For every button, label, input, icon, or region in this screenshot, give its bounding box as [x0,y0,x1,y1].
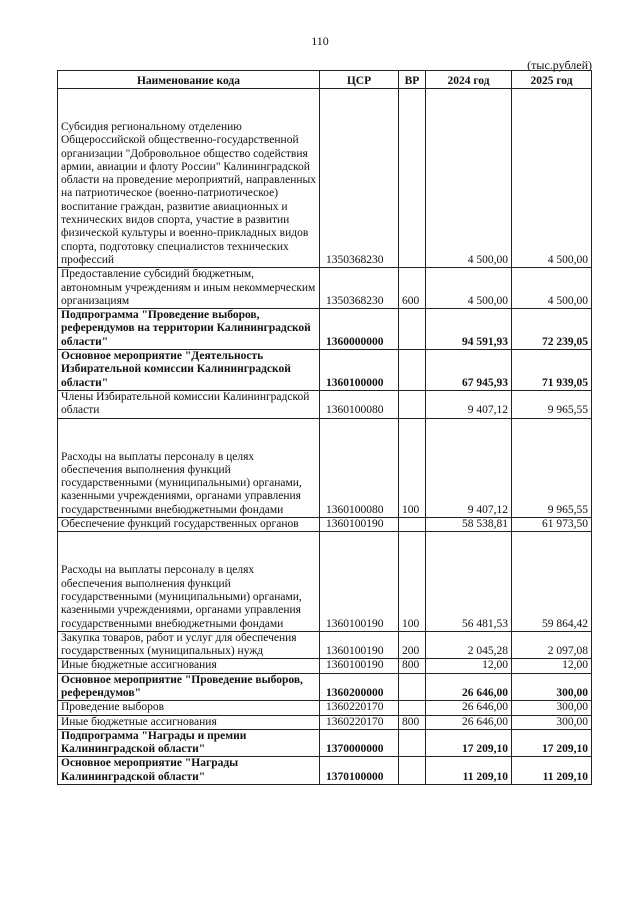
header-2025: 2025 год [512,71,592,89]
cell-2024: 67 945,93 [426,350,512,391]
table-row [58,89,592,268]
table-row [58,757,592,785]
header-name: Наименование кода [58,71,320,89]
table-row [58,309,592,350]
cell-csr: 1360220170 [320,701,399,715]
cell-name: Обеспечение функций государственных органов [58,518,320,532]
cell-name: Члены Избирательной комиссии Калининградской области [58,390,320,418]
cell-2025: 9 965,55 [512,418,592,517]
cell-csr: 1350368230 [320,268,399,309]
cell-2024: 9 407,12 [426,390,512,418]
cell-name: Расходы на выплаты персоналу в целях обеспечения выполнения функций государственными (муниципальными) органами, казенными учреждениями, органами управления государственными внебюджетными фондами [58,418,320,517]
cell-vr [399,390,426,418]
table-row [58,701,592,715]
cell-2025: 300,00 [512,701,592,715]
cell-2024: 58 538,81 [426,518,512,532]
cell-2025: 61 973,50 [512,518,592,532]
cell-2025: 2 097,08 [512,631,592,659]
cell-2024: 56 481,53 [426,532,512,631]
cell-csr: 1370100000 [320,757,399,785]
cell-vr [399,89,426,268]
cell-2024: 2 045,28 [426,631,512,659]
cell-2024: 4 500,00 [426,89,512,268]
cell-2025: 59 864,42 [512,532,592,631]
cell-csr: 1360000000 [320,309,399,350]
cell-name: Подпрограмма "Награды и премии Калининградской области" [58,729,320,757]
cell-name: Основное мероприятие "Проведение выборов, референдумов" [58,673,320,701]
cell-csr: 1360100000 [320,350,399,391]
cell-2024: 26 646,00 [426,715,512,729]
cell-vr [399,757,426,785]
cell-vr: 800 [399,715,426,729]
header-csr: ЦСР [320,71,399,89]
cell-name: Предоставление субсидий бюджетным, автономным учреждениям и иным некоммерческим организациям [58,268,320,309]
cell-name: Подпрограмма "Проведение выборов, референдумов на территории Калининградской области" [58,309,320,350]
table-row [58,729,592,757]
table-row [58,418,592,517]
cell-2025: 300,00 [512,715,592,729]
table-body [58,89,592,785]
cell-2025: 4 500,00 [512,89,592,268]
table-row [58,268,592,309]
cell-2025: 4 500,00 [512,268,592,309]
cell-2024: 12,00 [426,659,512,673]
cell-2024: 9 407,12 [426,418,512,517]
cell-2025: 17 209,10 [512,729,592,757]
cell-vr: 600 [399,268,426,309]
page-number: 110 [311,34,329,48]
cell-2024: 17 209,10 [426,729,512,757]
cell-2024: 11 209,10 [426,757,512,785]
cell-csr: 1360220170 [320,715,399,729]
cell-vr [399,729,426,757]
table-header-row [58,71,592,89]
header-2024: 2024 год [426,71,512,89]
cell-csr: 1360100190 [320,659,399,673]
table-row [58,518,592,532]
cell-vr [399,701,426,715]
cell-name: Иные бюджетные ассигнования [58,715,320,729]
table-row [58,532,592,631]
cell-csr: 1360100190 [320,518,399,532]
table-row [58,631,592,659]
cell-csr: 1360100190 [320,532,399,631]
cell-2025: 11 209,10 [512,757,592,785]
cell-csr: 1360100190 [320,631,399,659]
cell-name: Расходы на выплаты персоналу в целях обеспечения выполнения функций государственными (муниципальными) органами, казенными учреждениями, органами управления государственными внебюджетными фондами [58,532,320,631]
header-vr: ВР [399,71,426,89]
cell-2024: 26 646,00 [426,701,512,715]
cell-2025: 71 939,05 [512,350,592,391]
cell-2025: 72 239,05 [512,309,592,350]
cell-vr: 100 [399,418,426,517]
table-row [58,659,592,673]
cell-vr [399,673,426,701]
cell-vr: 800 [399,659,426,673]
cell-csr: 1360200000 [320,673,399,701]
cell-name: Субсидия региональному отделению Общероссийской общественно-государственной организации "Добровольное общество содействия армии, авиации и флоту России" Калининградской области на проведение мероприятий, направленных на патриотическое (военно-патриотическое) воспитание граждан, развитие авиационных и технических видов спорта, участие в развитии физической культуры и военно-прикладных видов спорта, подготовку специалистов технических профессий [58,89,320,268]
units-label: (тыс.рублей) [527,58,592,72]
cell-vr: 200 [399,631,426,659]
table-row [58,390,592,418]
cell-2025: 300,00 [512,673,592,701]
cell-vr [399,518,426,532]
cell-2024: 26 646,00 [426,673,512,701]
cell-vr: 100 [399,532,426,631]
cell-2025: 12,00 [512,659,592,673]
cell-2025: 9 965,55 [512,390,592,418]
cell-csr: 1350368230 [320,89,399,268]
cell-2024: 94 591,93 [426,309,512,350]
cell-name: Основное мероприятие "Деятельность Избирательной комиссии Калининградской области" [58,350,320,391]
cell-2024: 4 500,00 [426,268,512,309]
table-row [58,715,592,729]
cell-name: Проведение выборов [58,701,320,715]
table-row [58,350,592,391]
cell-csr: 1360100080 [320,390,399,418]
cell-name: Основное мероприятие "Награды Калининградской области" [58,757,320,785]
cell-name: Иные бюджетные ассигнования [58,659,320,673]
budget-table [57,70,592,785]
table-row [58,673,592,701]
cell-vr [399,309,426,350]
cell-csr: 1370000000 [320,729,399,757]
cell-csr: 1360100080 [320,418,399,517]
cell-name: Закупка товаров, работ и услуг для обеспечения государственных (муниципальных) нужд [58,631,320,659]
cell-vr [399,350,426,391]
